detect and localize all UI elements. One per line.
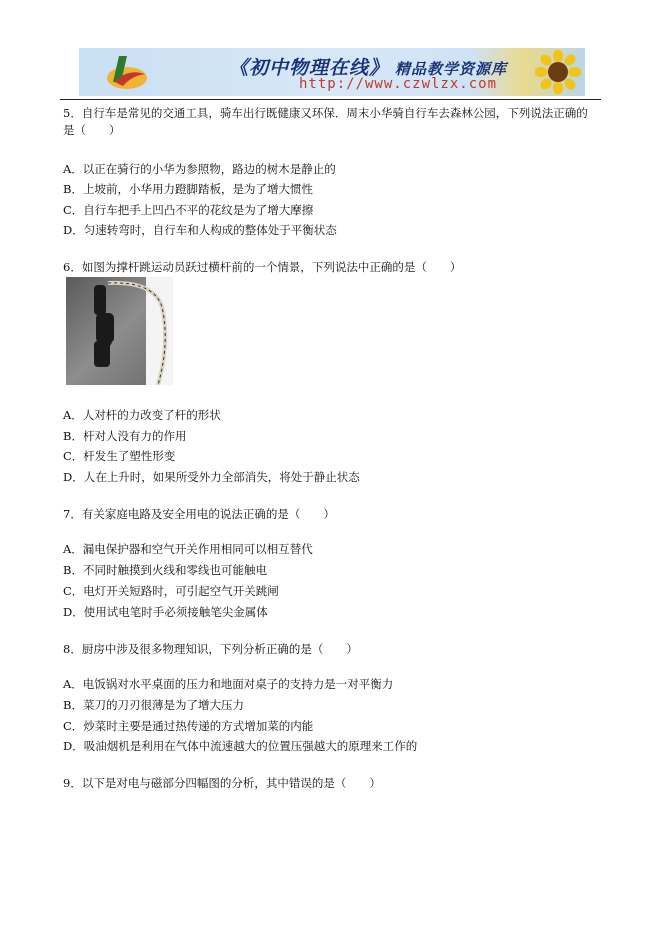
- question-5-option-d: D．匀速转弯时，自行车和人构成的整体处于平衡状态: [63, 223, 337, 237]
- header-divider: [60, 99, 601, 100]
- question-5-stem-line2: 是（ ）: [63, 123, 121, 137]
- question-7-option-d: D．使用试电笔时手必须接触笔尖金属体: [63, 605, 268, 619]
- question-5-option-b: B．上坡前，小华用力蹬脚踏板，是为了增大惯性: [63, 182, 313, 196]
- question-6: [63, 259, 603, 276]
- question-8: [63, 641, 603, 658]
- banner-subtitle: 精品教学资源库: [395, 60, 508, 78]
- question-8-option-c: C．炒菜时主要是通过热传递的方式增加菜的内能: [63, 719, 314, 733]
- question-7-option-a: A．漏电保护器和空气开关作用相同可以相互替代: [63, 542, 313, 556]
- question-7: [63, 506, 603, 523]
- question-6-option-a: A．人对杆的力改变了杆的形状: [63, 408, 221, 422]
- pole-vault-photo: [66, 277, 173, 385]
- banner-url: http://www.czwlzx.com: [299, 76, 498, 92]
- question-7-stem: 7．有关家庭电路及安全用电的说法正确的是（ ）: [63, 507, 335, 521]
- question-8-stem: 8．厨房中涉及很多物理知识，下列分析正确的是（ ）: [63, 642, 358, 656]
- question-8-option-d: D．吸油烟机是利用在气体中流速越大的位置压强越大的原理来工作的: [63, 739, 418, 753]
- question-8-option-a: A．电饭锅对水平桌面的压力和地面对桌子的支持力是一对平衡力: [63, 677, 394, 691]
- question-7-option-c: C．电灯开关短路时，可引起空气开关跳闸: [63, 584, 279, 598]
- question-6-option-c: C．杆发生了塑性形变: [63, 449, 176, 463]
- question-9: [63, 775, 603, 792]
- question-5-option-a: A．以正在骑行的小华为参照物，路边的树木是静止的: [63, 162, 336, 176]
- question-8-option-b: B．菜刀的刀刃很薄是为了增大压力: [63, 698, 244, 712]
- question-7-option-b: B．不同时触摸到火线和零线也可能触电: [63, 563, 267, 577]
- question-6-option-b: B．杆对人没有力的作用: [63, 429, 187, 443]
- question-5-option-c: C．自行车把手上凹凸不平的花纹是为了增大摩擦: [63, 203, 314, 217]
- header-banner: [79, 48, 585, 96]
- banner-title-main: 《初中物理在线》: [229, 57, 390, 79]
- question-5-stem-line1: 5．自行车是常见的交通工具，骑车出行既健康又环保．周末小华骑自行车去森林公园，下列说法正确的: [63, 106, 588, 120]
- sunflower-icon: [535, 50, 581, 94]
- question-6-stem: 6．如图为撑杆跳运动员跃过横杆前的一个情景，下列说法中正确的是（ ）: [63, 260, 462, 274]
- question-5: [63, 105, 603, 139]
- site-logo-icon: [105, 52, 149, 92]
- question-6-option-d: D．人在上升时，如果所受外力全部消失，将处于静止状态: [63, 470, 360, 484]
- question-9-stem: 9．以下是对电与磁部分四幅图的分析，其中错误的是（ ）: [63, 776, 381, 790]
